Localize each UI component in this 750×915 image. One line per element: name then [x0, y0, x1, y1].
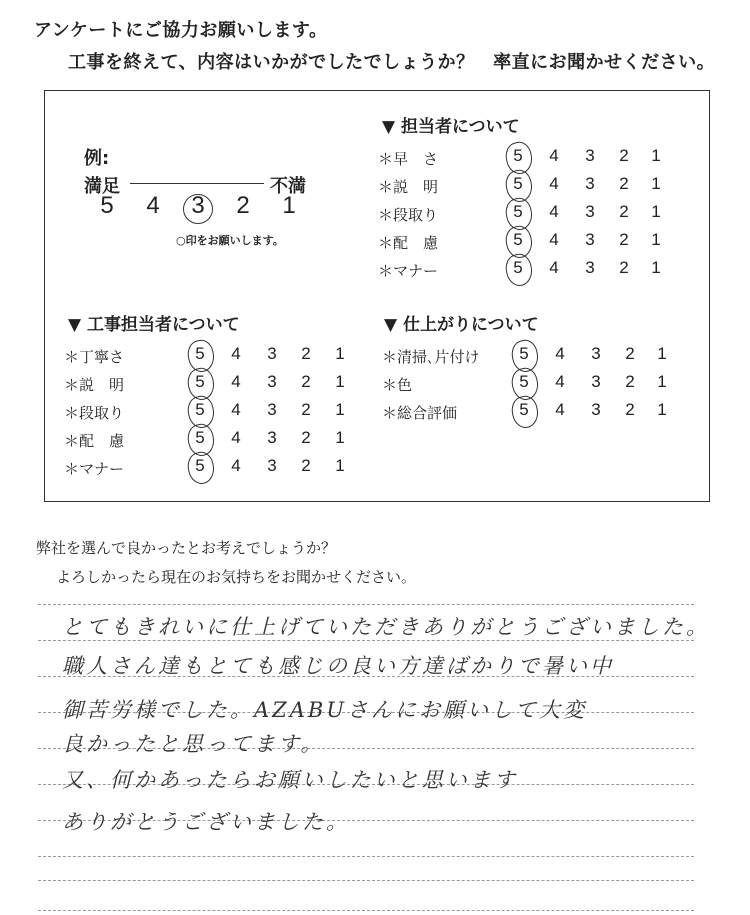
answer-rule-line	[38, 604, 694, 605]
rating-option[interactable]: 4	[555, 372, 565, 391]
rating-option[interactable]: 4	[549, 146, 559, 165]
rating-row-label: ＊配 慮	[64, 432, 125, 450]
example-circle-mark	[183, 194, 213, 224]
rating-option[interactable]: 2	[301, 344, 311, 363]
example-number: 1	[282, 192, 296, 219]
rating-option[interactable]: 1	[335, 428, 345, 447]
answer-rule-line	[38, 856, 694, 857]
rating-option[interactable]: 3	[585, 230, 595, 249]
rating-option[interactable]: 5	[195, 344, 205, 363]
rating-option[interactable]: 2	[301, 400, 311, 419]
answer-rule-line	[38, 910, 694, 911]
rating-option[interactable]: 5	[513, 174, 523, 193]
example-label: 例:	[84, 148, 110, 169]
handwritten-answer-line: 職人さん達もとても感じの良い方達ばかりで暑い中	[62, 654, 614, 678]
rating-row-label: ＊説 明	[378, 178, 439, 196]
rating-row	[378, 260, 678, 288]
rating-option[interactable]: 1	[657, 372, 667, 391]
rating-option[interactable]: 1	[657, 400, 667, 419]
rating-option[interactable]: 5	[519, 400, 529, 419]
section-title-construction-staff: ▼ 工事担当者について	[68, 315, 240, 335]
example-number: 4	[146, 192, 160, 219]
rating-option[interactable]: 3	[267, 428, 277, 447]
rating-row	[64, 346, 364, 374]
rating-row-label: ＊段取り	[64, 404, 125, 422]
rating-row	[378, 204, 678, 232]
question-line-2: よろしかったら現在のお気持ちをお聞かせください。	[56, 568, 417, 586]
example-number: 2	[236, 192, 250, 219]
rating-option[interactable]: 1	[657, 344, 667, 363]
rating-row-label: ＊清掃､片付け	[382, 348, 480, 366]
survey-intro: アンケートにご協力お願いします。	[34, 20, 328, 41]
rating-option[interactable]: 5	[195, 456, 205, 475]
handwritten-answer-line: 良かったと思ってます。	[62, 732, 325, 756]
rating-row	[64, 430, 364, 458]
rating-option[interactable]: 5	[519, 372, 529, 391]
rating-option[interactable]: 5	[513, 258, 523, 277]
rating-option[interactable]: 4	[231, 400, 241, 419]
rating-row	[378, 148, 678, 176]
example-unsatisfied-label: 不満	[270, 176, 306, 197]
rating-row	[382, 402, 682, 430]
rating-option[interactable]: 1	[651, 174, 661, 193]
rating-option[interactable]: 4	[231, 456, 241, 475]
example-note: ○印をお願いします。	[176, 234, 284, 247]
rating-option[interactable]: 1	[651, 258, 661, 277]
rating-option[interactable]: 5	[513, 146, 523, 165]
rating-option[interactable]: 2	[619, 202, 629, 221]
handwritten-answer-line: 御苦労様でした。AZABUさんにお願いして大変	[62, 698, 588, 722]
rating-option[interactable]: 5	[513, 230, 523, 249]
rating-row-label: ＊配 慮	[378, 234, 439, 252]
example-scale-line	[130, 183, 264, 184]
rating-option[interactable]: 3	[267, 344, 277, 363]
rating-option[interactable]: 2	[301, 428, 311, 447]
survey-instruction: 工事を終えて、内容はいかがでしたでしょうか？ 率直にお聞かせください。	[68, 52, 716, 73]
rating-row	[64, 374, 364, 402]
rating-option[interactable]: 4	[549, 174, 559, 193]
handwritten-answer-line: ありがとうございました。	[62, 810, 350, 834]
rating-option[interactable]: 5	[195, 428, 205, 447]
rating-option[interactable]: 3	[585, 146, 595, 165]
rating-option[interactable]: 2	[625, 344, 635, 363]
rating-option[interactable]: 1	[335, 372, 345, 391]
rating-row-label: ＊総合評価	[382, 404, 458, 422]
rating-option[interactable]: 2	[625, 400, 635, 419]
rating-option[interactable]: 5	[513, 202, 523, 221]
rating-row-label: ＊説 明	[64, 376, 125, 394]
rating-option[interactable]: 3	[267, 372, 277, 391]
example-number: 5	[100, 192, 114, 219]
rating-option[interactable]: 4	[231, 428, 241, 447]
rating-option[interactable]: 2	[301, 372, 311, 391]
rating-row	[378, 176, 678, 204]
rating-row-label: ＊マナー	[64, 460, 125, 478]
rating-option[interactable]: 2	[619, 258, 629, 277]
rating-option[interactable]: 3	[585, 258, 595, 277]
rating-row-label: ＊マナー	[378, 262, 439, 280]
rating-option[interactable]: 5	[195, 372, 205, 391]
rating-row-label: ＊早 さ	[378, 150, 439, 168]
rating-option[interactable]: 2	[619, 146, 629, 165]
section-title-finish: ▼ 仕上がりについて	[384, 315, 539, 335]
rating-row-label: ＊段取り	[378, 206, 439, 224]
example-satisfied-label: 満足	[84, 176, 120, 197]
rating-row-label: ＊色	[382, 376, 413, 394]
rating-option[interactable]: 3	[585, 202, 595, 221]
rating-option[interactable]: 3	[267, 456, 277, 475]
rating-option[interactable]: 3	[585, 174, 595, 193]
rating-option[interactable]: 1	[651, 202, 661, 221]
handwritten-answer-line: 又、何かあったらお願いしたいと思います	[62, 768, 518, 792]
question-line-1: 弊社を選んで良かったとお考えでしょうか？	[36, 539, 337, 557]
rating-option[interactable]: 1	[335, 456, 345, 475]
rating-row	[378, 232, 678, 260]
rating-option[interactable]: 4	[549, 230, 559, 249]
rating-option[interactable]: 3	[267, 400, 277, 419]
section-title-staff: ▼ 担当者について	[382, 117, 520, 137]
rating-option[interactable]: 4	[549, 258, 559, 277]
rating-option[interactable]: 2	[301, 456, 311, 475]
rating-option[interactable]: 3	[591, 344, 601, 363]
rating-option[interactable]: 2	[619, 174, 629, 193]
rating-option[interactable]: 1	[651, 230, 661, 249]
rating-row-label: ＊丁寧さ	[64, 348, 125, 366]
rating-option[interactable]: 2	[619, 230, 629, 249]
rating-option[interactable]: 3	[591, 400, 601, 419]
rating-option[interactable]: 1	[651, 146, 661, 165]
rating-row	[64, 402, 364, 430]
rating-option[interactable]: 1	[335, 400, 345, 419]
rating-option[interactable]: 4	[555, 344, 565, 363]
example-number: 3	[191, 192, 205, 219]
handwritten-answer-line: とてもきれいに仕上げていただきありがとうございました。	[62, 615, 710, 639]
rating-option[interactable]: 4	[231, 344, 241, 363]
rating-option[interactable]: 2	[625, 372, 635, 391]
rating-option[interactable]: 5	[195, 400, 205, 419]
rating-row	[64, 458, 364, 486]
rating-option[interactable]: 4	[549, 202, 559, 221]
rating-option[interactable]: 5	[519, 344, 529, 363]
answer-rule-line	[38, 880, 694, 881]
rating-option[interactable]: 3	[591, 372, 601, 391]
rating-option[interactable]: 4	[231, 372, 241, 391]
rating-option[interactable]: 1	[335, 344, 345, 363]
rating-option[interactable]: 4	[555, 400, 565, 419]
